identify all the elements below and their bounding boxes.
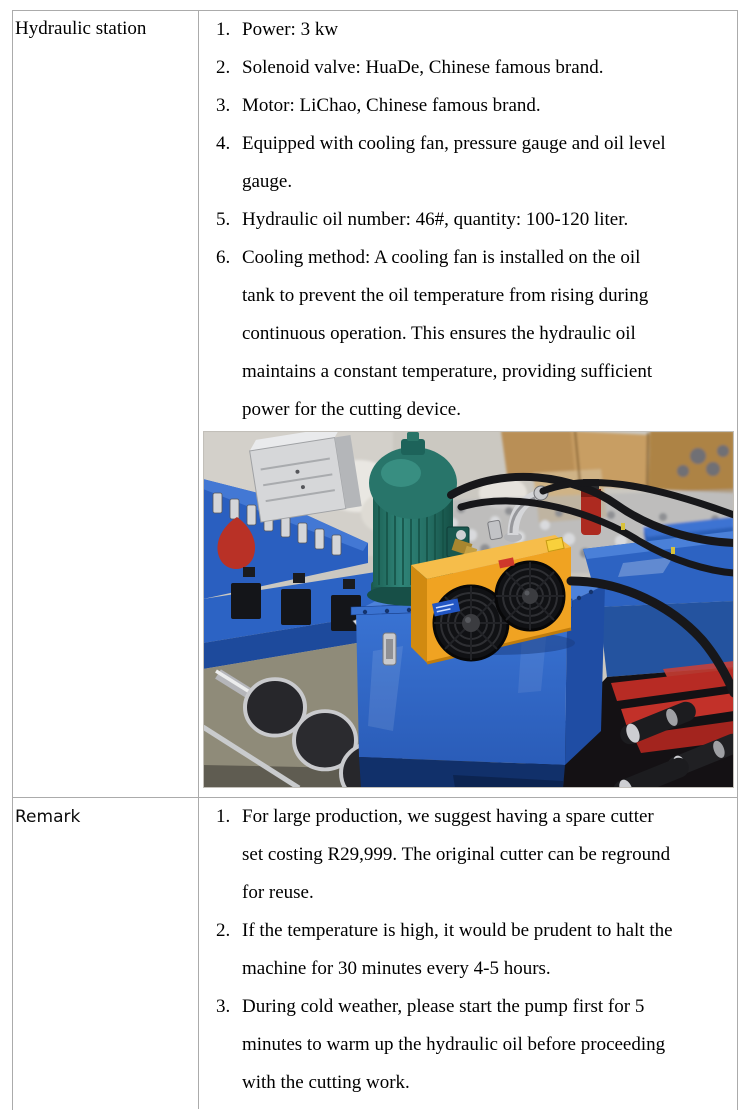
list-text: maintains a constant temperature, providing sufficient (242, 361, 653, 382)
list-text: Hydraulic oil number: 46#, quantity: 100-120 liter. (242, 209, 629, 230)
list-item (199, 125, 737, 163)
list-item (199, 988, 737, 1026)
row-label-cell (13, 798, 199, 1109)
list-item-line (199, 163, 737, 201)
row-content-cell (199, 798, 737, 1109)
list-text: Cooling method: A cooling fan is installed on the oil (242, 247, 641, 268)
list-item-line (199, 950, 737, 988)
list-item-line (199, 1026, 737, 1064)
hydraulic-station-photo (203, 431, 734, 788)
list-number: 2. (216, 57, 231, 78)
hydraulic-station-photo-svg (203, 431, 734, 788)
list-text: Power: 3 kw (242, 19, 339, 40)
list-text: machine for 30 minutes every 4-5 hours. (242, 958, 551, 979)
list-item-line (199, 874, 737, 912)
hose-tie (621, 523, 625, 530)
list-number: 3. (216, 95, 231, 116)
list-number: 6. (216, 247, 231, 268)
list-text: Equipped with cooling fan, pressure gauge and oil level (242, 133, 666, 154)
remark-list (199, 798, 737, 1102)
list-item (199, 201, 737, 239)
list-item-line (199, 353, 737, 391)
list-text: Solenoid valve: HuaDe, Chinese famous brand. (242, 57, 604, 78)
list-text: Motor: LiChao, Chinese famous brand. (242, 95, 541, 116)
list-item-line (199, 1064, 737, 1102)
list-text: power for the cutting device. (242, 399, 461, 420)
list-number: 1. (216, 806, 231, 827)
list-text: During cold weather, please start the pump first for 5 (242, 996, 645, 1017)
list-text: set costing R29,999. The original cutter can be reground (242, 844, 671, 865)
table-row-hydraulic-station (13, 11, 737, 798)
row-label-hydraulic-station: Hydraulic station (15, 18, 147, 39)
list-item (199, 912, 737, 950)
list-number: 5. (216, 209, 231, 230)
hose-tie (671, 547, 675, 554)
list-text: minutes to warm up the hydraulic oil before proceeding (242, 1034, 666, 1055)
list-text: For large production, we suggest having a spare cutter (242, 806, 654, 827)
list-text: for reuse. (242, 882, 314, 903)
row-label-cell (13, 11, 199, 797)
table-row-remark (13, 798, 737, 1109)
list-item (199, 49, 737, 87)
list-number: 3. (216, 996, 231, 1017)
list-number: 1. (216, 19, 231, 40)
hydraulic-station-list (199, 11, 737, 429)
list-text: gauge. (242, 171, 293, 192)
list-number: 4. (216, 133, 231, 154)
list-item-line (199, 836, 737, 874)
list-item-line (199, 391, 737, 429)
list-item (199, 87, 737, 125)
spec-table (12, 10, 738, 1110)
list-item (199, 239, 737, 277)
list-text: tank to prevent the oil temperature from rising during (242, 285, 649, 306)
row-content-cell (199, 11, 737, 797)
list-text: with the cutting work. (242, 1072, 410, 1093)
list-item (199, 798, 737, 836)
control-box (248, 431, 362, 522)
list-text: continuous operation. This ensures the hydraulic oil (242, 323, 636, 344)
row-label-remark: Remark (15, 807, 81, 827)
list-number: 2. (216, 920, 231, 941)
list-item-line (199, 315, 737, 353)
list-text: If the temperature is high, it would be prudent to halt the (242, 920, 673, 941)
list-item-line (199, 277, 737, 315)
cooling-fan-right (496, 562, 564, 630)
list-item (199, 11, 737, 49)
